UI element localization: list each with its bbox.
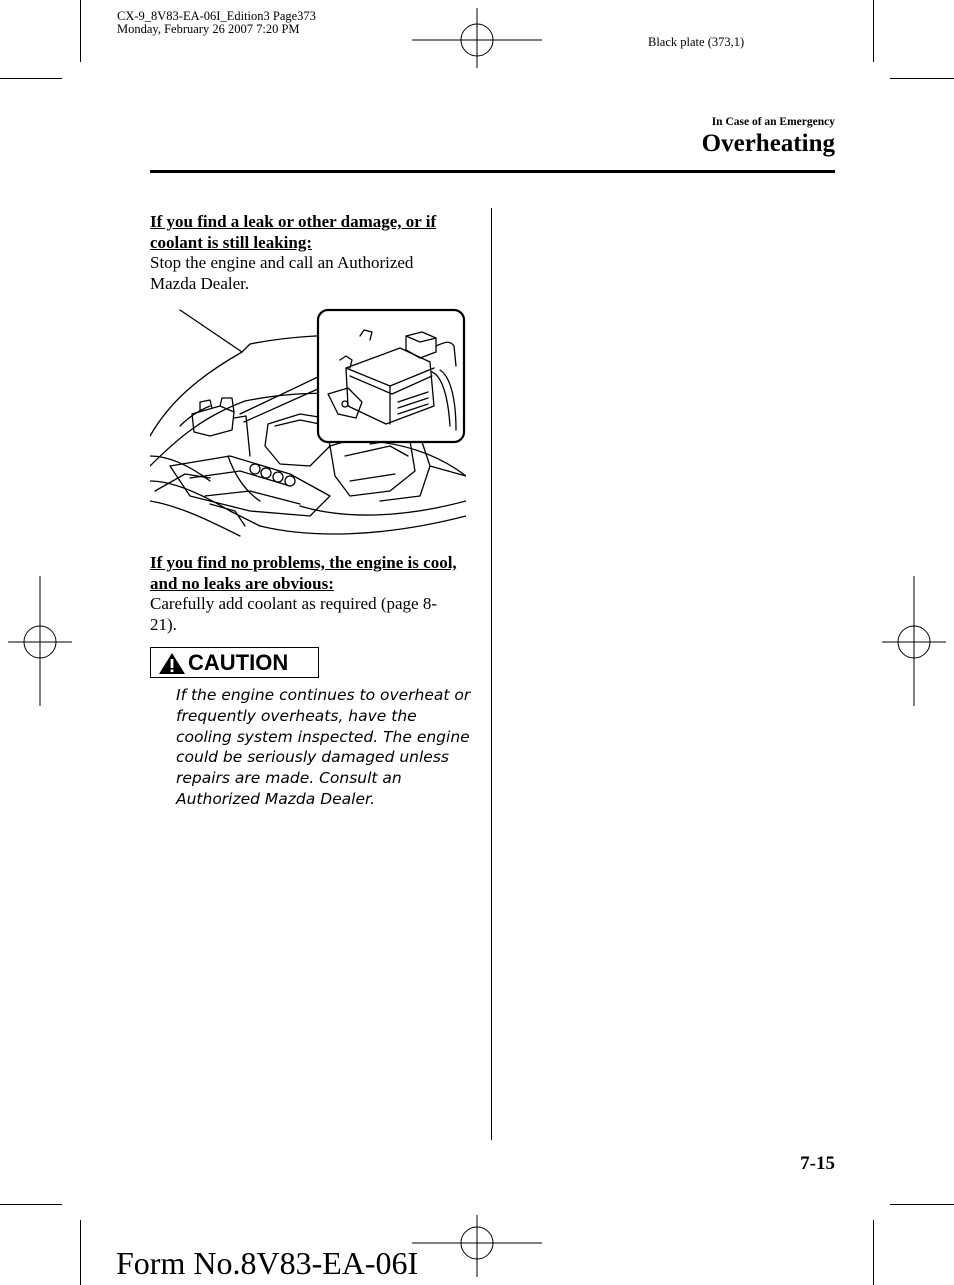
registration-mark-icon: [0, 576, 80, 708]
column-divider: [491, 208, 492, 1140]
header-rule: [150, 170, 835, 173]
slug-plate: Black plate (373,1): [648, 35, 745, 49]
registration-mark-icon: [410, 1213, 544, 1277]
page-title: Overheating: [701, 130, 835, 157]
form-number: Form No.8V83-EA-06I: [116, 1245, 419, 1281]
leak-heading: If you find a leak or other damage, or if coolant is still leaking:: [150, 212, 437, 252]
no-problem-heading: If you find no problems, the engine is cool, and no leaks are obvious:: [150, 553, 457, 593]
caution-box: [150, 647, 319, 678]
page-number: 7-15: [800, 1153, 835, 1174]
caution-text: If the engine continues to overheat or frequently overheats, have the cooling system inspected. The engine could be seriously damaged unless repairs are made. Consult an Authorized Mazda Dealer.: [176, 686, 471, 808]
section-label: In Case of an Emergency: [711, 116, 835, 128]
caution-label: CAUTION: [188, 650, 289, 675]
slug-date: Monday, February 26 2007 7:20 PM: [117, 22, 300, 36]
warning-triangle-icon: [158, 652, 186, 675]
registration-mark-icon: [410, 8, 544, 72]
add-coolant-instructions: Carefully add coolant as required (page 8-21).: [150, 594, 437, 634]
engine-bay-illustration: [150, 306, 466, 542]
leak-instructions: Stop the engine and call an Authorized Mazda Dealer.: [150, 253, 414, 293]
slug-file-name: CX-9_8V83-EA-06I_Edition3 Page373: [117, 9, 316, 23]
registration-mark-icon: [874, 576, 954, 708]
